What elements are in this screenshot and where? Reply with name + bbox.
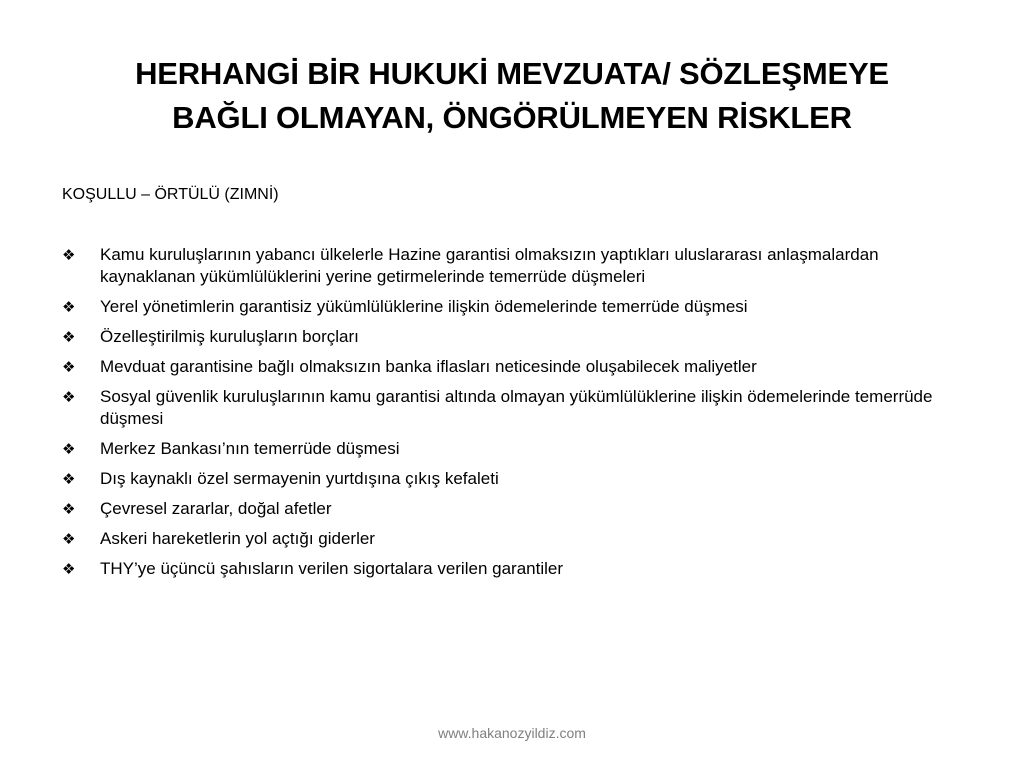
- slide-title-line-2: BAĞLI OLMAYAN, ÖNGÖRÜLMEYEN RİSKLER: [172, 100, 852, 135]
- diamond-bullet-icon: ❖: [62, 530, 76, 548]
- list-item: [62, 386, 962, 430]
- list-item-text: Merkez Bankası’nın temerrüde düşmesi: [100, 439, 400, 458]
- diamond-bullet-icon: ❖: [62, 328, 76, 346]
- list-item: [62, 468, 962, 490]
- diamond-bullet-icon: ❖: [62, 298, 76, 316]
- list-item: [62, 558, 962, 580]
- slide-title: [60, 52, 964, 140]
- list-item-text: Kamu kuruluşlarının yabancı ülkelerle Hazine garantisi olmaksızın yaptıkları uluslararası anlaşmalardan kaynaklanan yükümlülüklerini yerine getirmelerinde temerrüde düşmeleri: [100, 245, 879, 286]
- diamond-bullet-icon: ❖: [62, 440, 76, 458]
- list-item-text: Yerel yönetimlerin garantisiz yükümlülüklerine ilişkin ödemelerinde temerrüde düşmesi: [100, 297, 748, 316]
- list-item-text: Çevresel zararlar, doğal afetler: [100, 499, 332, 518]
- footer: [0, 724, 1024, 742]
- list-item: [62, 356, 962, 378]
- section-subtitle: KOŞULLU – ÖRTÜLÜ (ZIMNİ): [62, 186, 279, 203]
- slide-title-line-1: HERHANGİ BİR HUKUKİ MEVZUATA/ SÖZLEŞMEYE: [135, 56, 889, 91]
- diamond-bullet-icon: ❖: [62, 246, 76, 264]
- diamond-bullet-icon: ❖: [62, 560, 76, 578]
- diamond-bullet-icon: ❖: [62, 358, 76, 376]
- list-item: [62, 296, 962, 318]
- list-item-text: Dış kaynaklı özel sermayenin yurtdışına çıkış kefaleti: [100, 469, 499, 488]
- bullet-list: [62, 244, 962, 588]
- list-item: [62, 326, 962, 348]
- diamond-bullet-icon: ❖: [62, 388, 76, 406]
- list-item-text: Özelleştirilmiş kuruluşların borçları: [100, 327, 359, 346]
- diamond-bullet-icon: ❖: [62, 500, 76, 518]
- list-item: [62, 438, 962, 460]
- list-item: [62, 498, 962, 520]
- list-item-text: Mevduat garantisine bağlı olmaksızın banka iflasları neticesinde oluşabilecek maliyetler: [100, 357, 757, 376]
- list-item: [62, 528, 962, 550]
- list-item: [62, 244, 962, 288]
- list-item-text: Sosyal güvenlik kuruluşlarının kamu garantisi altında olmayan yükümlülüklerine ilişkin ödemelerinde temerrüde düşmesi: [100, 387, 933, 428]
- list-item-text: Askeri hareketlerin yol açtığı giderler: [100, 529, 375, 548]
- list-item-text: THY’ye üçüncü şahısların verilen sigortalara verilen garantiler: [100, 559, 563, 578]
- diamond-bullet-icon: ❖: [62, 470, 76, 488]
- footer-url: www.hakanozyildiz.com: [438, 725, 586, 741]
